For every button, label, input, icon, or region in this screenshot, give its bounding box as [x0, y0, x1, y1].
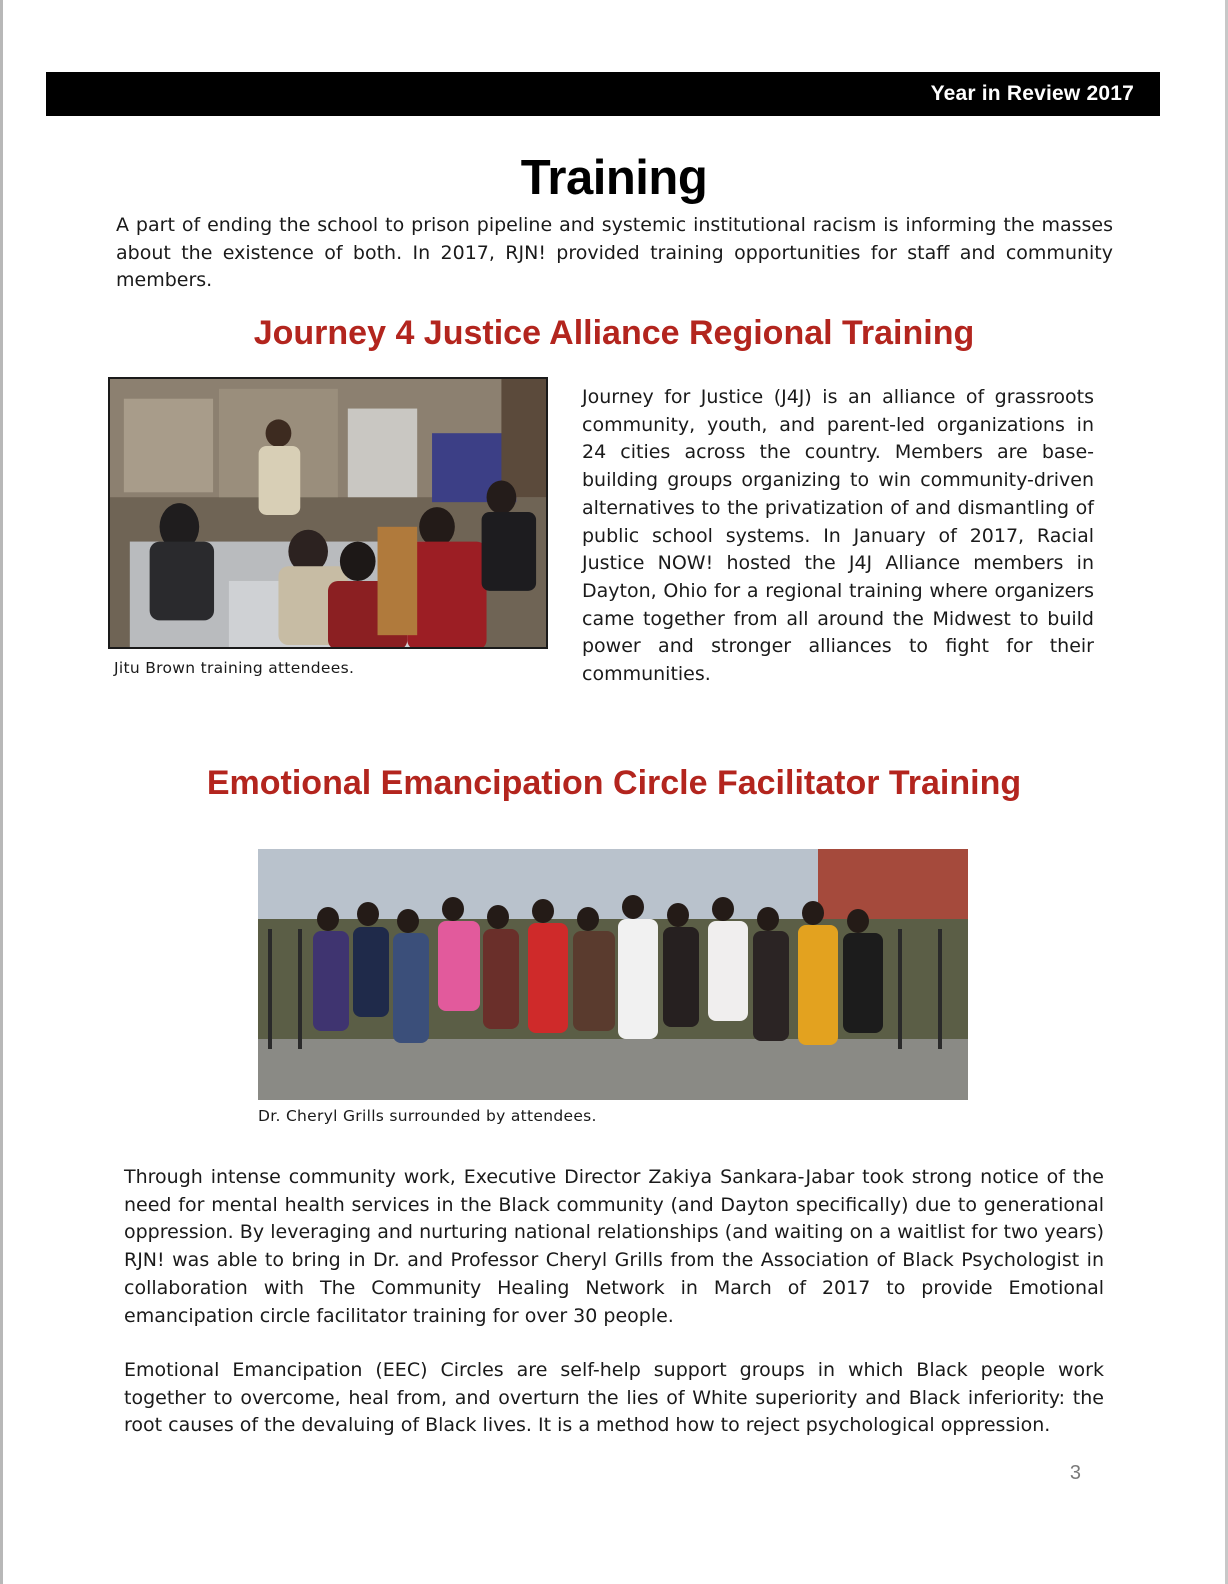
photo-eec-caption: Dr. Cheryl Grills surrounded by attendees. — [258, 1107, 597, 1125]
section-heading-eec: Emotional Emancipation Circle Facilitator Training — [206, 764, 1022, 802]
j4j-paragraph: Journey for Justice (J4J) is an alliance of grassroots community, youth, and parent-led organizations in 24 cities across the country. Members are base-building groups organizing to win community-driven alternatives to the privatization of and dismantling of public school systems. In January of 2017, Racial Justice NOW! hosted the J4J Alliance members in Dayton, Ohio for a regional training where organizers came together from all around the Midwest to build power and stronger alliances to fight for their communities. — [582, 386, 1094, 686]
page-number: 3 — [1069, 1462, 1081, 1484]
photo-eec-group — [258, 849, 968, 1100]
intro-paragraph: A part of ending the school to prison pipeline and systemic institutional racism is informing the masses about the existence of both. In 2017, RJN! provided training opportunities for staff and community members. — [116, 214, 1113, 292]
eec-paragraph-2: Emotional Emancipation (EEC) Circles are self-help support groups in which Black people work together to overcome, heal from, and overturn the lies of White superiority and Black inferiority: the root causes of the devaluing of Black lives. It is a method how to reject psychological oppression. — [124, 1359, 1104, 1437]
photo-j4j-illustration — [110, 379, 546, 647]
header-bar — [46, 72, 1160, 116]
photo-j4j-caption: Jitu Brown training attendees. — [114, 659, 355, 677]
eec-paragraph-1: Through intense community work, Executive Director Zakiya Sankara-Jabar took strong notice of the need for mental health services in the Black community (and Dayton specifically) due to generational oppression. By leveraging and nurturing national relationships (and waiting on a waitlist for two years) RJN! was able to bring in Dr. and Professor Cheryl Grills from the Association of Black Psychologist in collaboration with The Community Healing Network in March of 2017 to provide Emotional emancipation circle facilitator training for over 30 people. — [124, 1166, 1104, 1327]
section-heading-j4j: Journey 4 Justice Alliance Regional Training — [253, 314, 975, 352]
page-title: Training — [520, 151, 708, 205]
photo-eec-illustration — [258, 849, 968, 1100]
header-title: Year in Review 2017 — [930, 82, 1134, 105]
photo-j4j-training — [108, 377, 548, 649]
